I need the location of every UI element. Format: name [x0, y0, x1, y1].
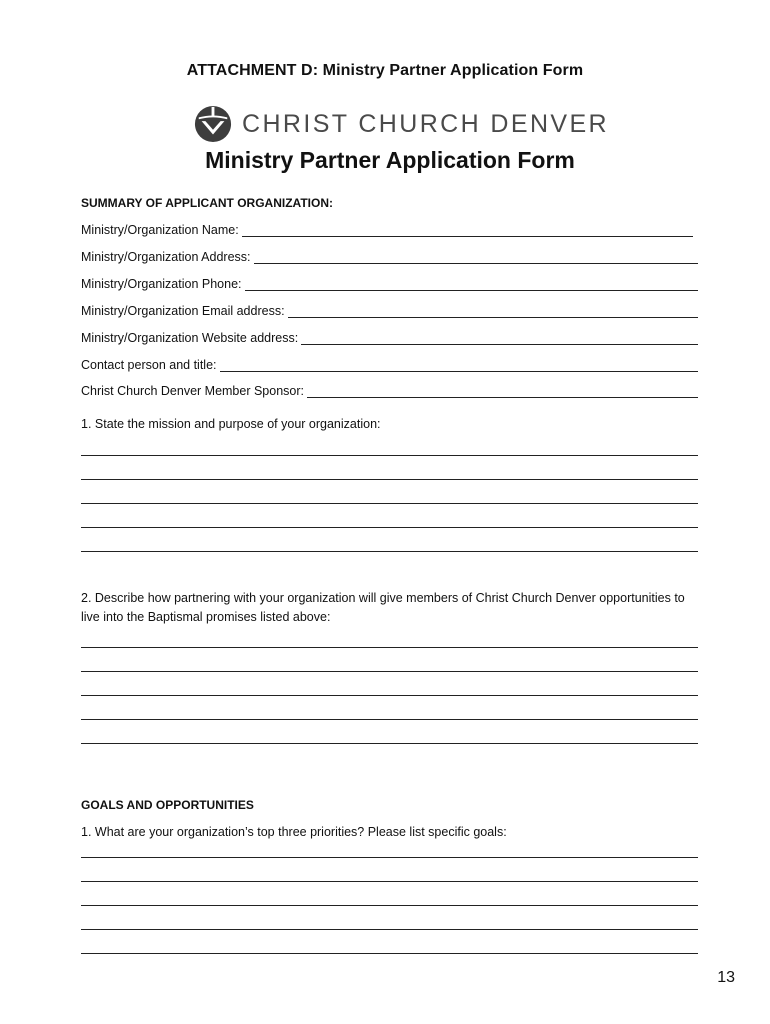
org-address-label: Ministry/Organization Address:	[81, 250, 251, 264]
org-website-label: Ministry/Organization Website address:	[81, 331, 299, 345]
org-email-field	[81, 302, 698, 318]
org-address-field	[81, 248, 698, 264]
org-phone-field	[81, 275, 698, 291]
mission-question: 1. State the mission and purpose of your organization:	[81, 417, 381, 431]
mission-answer-line[interactable]	[81, 551, 698, 552]
cross-logo-icon	[194, 105, 232, 143]
attachment-title: ATTACHMENT D: Ministry Partner Application Form	[186, 62, 584, 79]
contact-person-label: Contact person and title:	[81, 358, 217, 372]
partnering-question: 2. Describe how partnering with your organization will give members of Christ Church Denver opportunities to live into the Baptismal promises listed above:	[81, 591, 685, 624]
mission-answer-line[interactable]	[81, 503, 698, 504]
goals-heading: GOALS AND OPPORTUNITIES	[81, 798, 254, 812]
church-logo	[194, 104, 609, 144]
mission-answer-line[interactable]	[81, 455, 698, 456]
mission-answer-line[interactable]	[81, 527, 698, 528]
priorities-answer-line[interactable]	[81, 905, 698, 906]
member-sponsor-field	[81, 382, 698, 398]
org-name-input-line[interactable]	[242, 224, 693, 237]
org-phone-input-line[interactable]	[245, 278, 699, 291]
org-website-input-line[interactable]	[301, 332, 698, 345]
priorities-question: 1. What are your organization’s top three priorities? Please list specific goals:	[81, 825, 507, 839]
mission-answer-line[interactable]	[81, 479, 698, 480]
org-address-input-line[interactable]	[254, 251, 698, 264]
partnering-answer-line[interactable]	[81, 695, 698, 696]
form-title: Ministry Partner Application Form	[205, 147, 575, 173]
contact-person-input-line[interactable]	[220, 359, 699, 372]
org-phone-label: Ministry/Organization Phone:	[81, 277, 242, 291]
member-sponsor-label: Christ Church Denver Member Sponsor:	[81, 384, 304, 398]
org-name-field	[81, 221, 693, 237]
priorities-answer-line[interactable]	[81, 929, 698, 930]
member-sponsor-input-line[interactable]	[307, 385, 698, 398]
org-name-label: Ministry/Organization Name:	[81, 223, 239, 237]
contact-person-field	[81, 356, 698, 372]
priorities-answer-line[interactable]	[81, 881, 698, 882]
logo-text: CHRIST CHURCH DENVER	[242, 109, 610, 138]
partnering-answer-line[interactable]	[81, 743, 698, 744]
priorities-answer-line[interactable]	[81, 857, 698, 858]
org-email-input-line[interactable]	[288, 305, 698, 318]
partnering-answer-line[interactable]	[81, 647, 698, 648]
partnering-answer-line[interactable]	[81, 671, 698, 672]
org-website-field	[81, 329, 698, 345]
page-number: 13	[717, 969, 735, 986]
org-email-label: Ministry/Organization Email address:	[81, 304, 285, 318]
summary-heading: SUMMARY OF APPLICANT ORGANIZATION:	[81, 196, 333, 210]
partnering-answer-line[interactable]	[81, 719, 698, 720]
priorities-answer-line[interactable]	[81, 953, 698, 954]
